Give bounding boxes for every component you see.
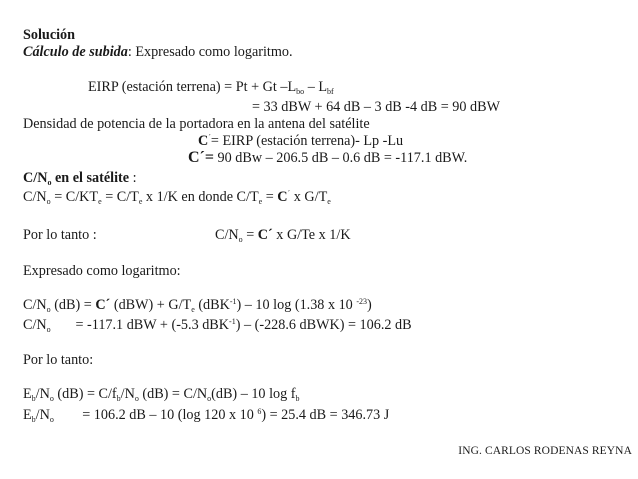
- log-formula-2: $C/N_o$ = -117.1 dBW + (-5.3 dBK$^{-1}$) – (-228.6 dBWK) = 106.2 dB: [23, 317, 412, 334]
- cno-definition: $C/N_o = C/KT_e = C/T_e$ x 1/K en donde $C/T_e = C^´$ x $G/T_e$: [23, 189, 331, 206]
- density-text: Densidad de potencia de la portadora en la antena del satélite: [23, 116, 370, 132]
- c-value: [188, 150, 467, 166]
- eirp-mid: – L: [304, 79, 327, 95]
- heading: Solución: [23, 27, 76, 43]
- footer-author: ING. CARLOS RODENAS REYNA: [458, 445, 632, 457]
- eb-formula-1: $E_b/N_o$ $(dB) = C/f_b/N_o$ $(dB) = C/N_o(dB) - 10$ $\log f_b$: [23, 386, 300, 403]
- therefore-label-2: Por lo tanto:: [23, 352, 94, 368]
- c-formula: [198, 134, 403, 148]
- eirp-sub-bf: bf: [327, 87, 334, 96]
- c-value-symbol: C´=: [188, 149, 214, 166]
- c-prime: ´: [208, 133, 211, 142]
- subheading-label: Cálculo de subida: [23, 44, 128, 60]
- eirp-formula: [88, 80, 334, 94]
- c-symbol: C: [198, 133, 209, 149]
- eirp-left: EIRP (estación terrena) = Pt + Gt –L: [88, 79, 297, 95]
- expressed-label: Expresado como logaritmo:: [23, 263, 181, 279]
- subheading-rest: : Expresado como logaritmo.: [127, 44, 293, 60]
- eirp-sub-bo: bo: [296, 87, 305, 96]
- cno-satellite-heading: $C/N_o$ en el satélite :: [23, 170, 137, 187]
- eirp-result: = 33 dBW + 64 dB – 3 dB -4 dB = 90 dBW: [252, 99, 500, 115]
- log-formula-1: $C/N_o$ (dB) = C´ $(dBW) + G/T_e$ (dBK$^{-1}$) – 10 log (1.38 x 10 $^{-23}$): [23, 297, 372, 314]
- c-value-rest: 90 dBw – 206.5 dB – 0.6 dB = -117.1 dBW.: [214, 150, 468, 166]
- eb-formula-2: $E_b/N_o$ = 106.2 dB – 10 (log 120 x 10 $^6$) = 25.4 dB = 346.73 J: [23, 407, 390, 424]
- c-formula-rest: = EIRP (estación terrena)- Lp -Lu: [210, 133, 404, 149]
- subheading: [23, 45, 293, 59]
- therefore-formula-1: $C/N_o$ = C´ x G/Te x 1/K: [215, 227, 351, 244]
- therefore-label-1: Por lo tanto :: [23, 227, 97, 243]
